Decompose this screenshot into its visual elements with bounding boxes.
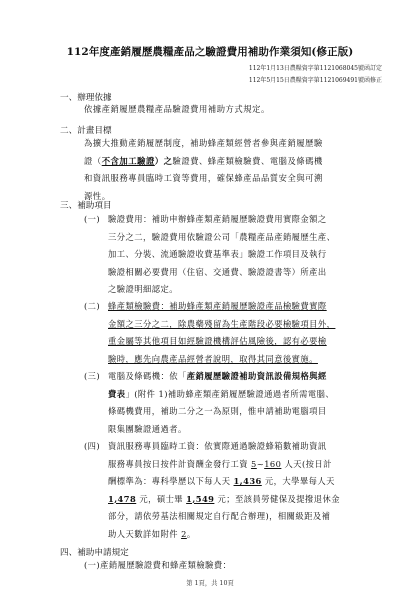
text-fragment: 元；至該員勞健保及提撥退休金 bbox=[214, 493, 340, 504]
section-2-line-3: 和資訊服務專員臨時工資等費用，確保蜂產品品質安全與可溯 bbox=[84, 173, 323, 183]
section-2-text bbox=[84, 135, 380, 205]
text-fragment: 元，碩士畢 bbox=[136, 493, 187, 504]
item-4-line-6 bbox=[108, 526, 386, 544]
item-4 bbox=[84, 438, 386, 544]
text-fragment: 」(附件 1)補助蜂產類產銷履歷驗證通過者所需電腦、 bbox=[125, 388, 335, 399]
text-fragment: 驗證費、蜂產類檢驗費、電腦及條碼機 bbox=[172, 155, 323, 166]
section-2-heading: 二、計畫目標 bbox=[60, 126, 112, 136]
item-4-line-1: 資訊服務專員臨時工資：依實際通過驗證蜂箱數補助資訊 bbox=[108, 441, 327, 451]
text-fragment: ~ bbox=[256, 458, 265, 469]
text-fragment: 證（ bbox=[84, 155, 102, 166]
item-1-line: 驗證相關必要費用（住宿、交通費、驗證證書等）所產出 bbox=[108, 266, 327, 277]
text-fragment: 人天(按日計 bbox=[281, 458, 332, 469]
section-4-sub-1 bbox=[84, 557, 386, 575]
no-processing-note: 不含加工驗證 bbox=[101, 155, 155, 166]
section-2-line-1: 為擴大推動產銷履歷制度，補助蜂產類經營者參與產銷履歷驗 bbox=[84, 138, 323, 148]
section-1-text-line: 依據產銷履歷農糧產品驗證費用補助方式規定。 bbox=[84, 104, 270, 114]
item-1-line: 加工、分裝、流通驗證收費基準表」驗證工作項目及執行 bbox=[108, 249, 327, 260]
section-2-line-2 bbox=[84, 153, 380, 171]
equipment-spec-table-name: 產銷履歷驗證補助資訊設備規格與經 bbox=[186, 371, 327, 381]
item-2-line: 驗時，應先向農產品經營者說明，取得其同意後實施。 bbox=[108, 353, 318, 364]
section-3-heading: 三、補助項目 bbox=[60, 201, 112, 211]
item-2-line: 重金屬等其他項目如經驗證機構評估風險後，認有必要檢 bbox=[108, 336, 327, 347]
document-title: 112年度產銷履歷農糧產品之驗證費用補助作業須知(修正版) bbox=[66, 46, 354, 58]
item-1-label: (一) bbox=[84, 214, 101, 224]
text-fragment: 服務專員按日按件計資酬金發行工資 bbox=[108, 458, 252, 469]
college-below-rate: 1,436 bbox=[233, 476, 262, 487]
revision-date-note: 112年5月15日農糧資字第1121069491號函修正 bbox=[248, 77, 382, 84]
item-4-line-4 bbox=[108, 491, 386, 509]
item-1 bbox=[84, 211, 386, 299]
item-2-body bbox=[108, 298, 386, 368]
master-rate: 1,549 bbox=[186, 493, 215, 504]
item-1-line: 驗證費用：補助申辦蜂產類產銷履歷驗證費用實際金額之 bbox=[108, 214, 327, 224]
item-2-line: 金額之三分之二，除農藥殘留為生產階段必要檢驗項目外， bbox=[108, 318, 336, 329]
item-1-line: 之驗證明細認定。 bbox=[108, 284, 178, 295]
item-3-line-3: 條碼機費用，補助二分之一為原則，惟申請補助電腦項目 bbox=[108, 406, 327, 417]
item-3-line-4: 限集團驗證通過者。 bbox=[108, 423, 187, 434]
min-days-value: 5 bbox=[251, 458, 257, 469]
section-1-text bbox=[84, 101, 380, 119]
item-2-line: 蜂產類檢驗費：補助蜂產類產銷履歷驗證產品檢驗費實際 bbox=[108, 301, 327, 311]
item-2-label: (二) bbox=[84, 301, 101, 311]
equipment-spec-table-name-end: 費表 bbox=[108, 388, 126, 399]
item-4-body bbox=[108, 438, 386, 544]
section-2-line-4: 源性。 bbox=[84, 190, 111, 201]
item-1-line: 三分之二，驗證費用依驗證公司「農糧產品產銷履歷生產、 bbox=[108, 231, 336, 242]
issue-date-note: 112年1月13日農糧資字第1121068045號函訂定 bbox=[248, 65, 382, 72]
item-3 bbox=[84, 368, 386, 438]
university-rate: 1,478 bbox=[108, 493, 137, 504]
text-fragment: ）之 bbox=[154, 155, 173, 166]
text-fragment: 電腦及條碼機：依「 bbox=[108, 371, 187, 381]
item-2 bbox=[84, 298, 386, 368]
item-3-line-1 bbox=[108, 368, 386, 386]
item-4-line-2 bbox=[108, 456, 386, 474]
item-4-line-5: 部分，請依勞基法相關規定自行配合辦理)，相關級距及補 bbox=[108, 511, 331, 522]
item-3-body bbox=[108, 368, 386, 438]
section-4-sub-1-text: (一)產銷履歷驗證費和蜂產類檢驗費： bbox=[84, 560, 232, 570]
item-1-body bbox=[108, 211, 386, 299]
item-3-label: (三) bbox=[84, 371, 101, 381]
section-4-heading: 四、補助申請規定 bbox=[60, 548, 129, 558]
item-4-label: (四) bbox=[84, 441, 101, 451]
item-3-line-2 bbox=[108, 386, 386, 404]
attachment-number: 2 bbox=[181, 528, 187, 539]
section-1-heading: 一、辦理依據 bbox=[60, 93, 112, 103]
item-4-line-3 bbox=[108, 473, 386, 491]
text-fragment: 助人天數詳如附件 bbox=[108, 528, 182, 539]
text-fragment: 元，大學畢每人天 bbox=[261, 476, 335, 487]
max-days-value: 160 bbox=[264, 458, 282, 469]
page-footer: 第 1頁，共 10頁 bbox=[186, 580, 234, 587]
text-fragment: 酬標準為：專科學歷以下每人天 bbox=[108, 476, 234, 487]
text-fragment: 。 bbox=[186, 528, 196, 539]
